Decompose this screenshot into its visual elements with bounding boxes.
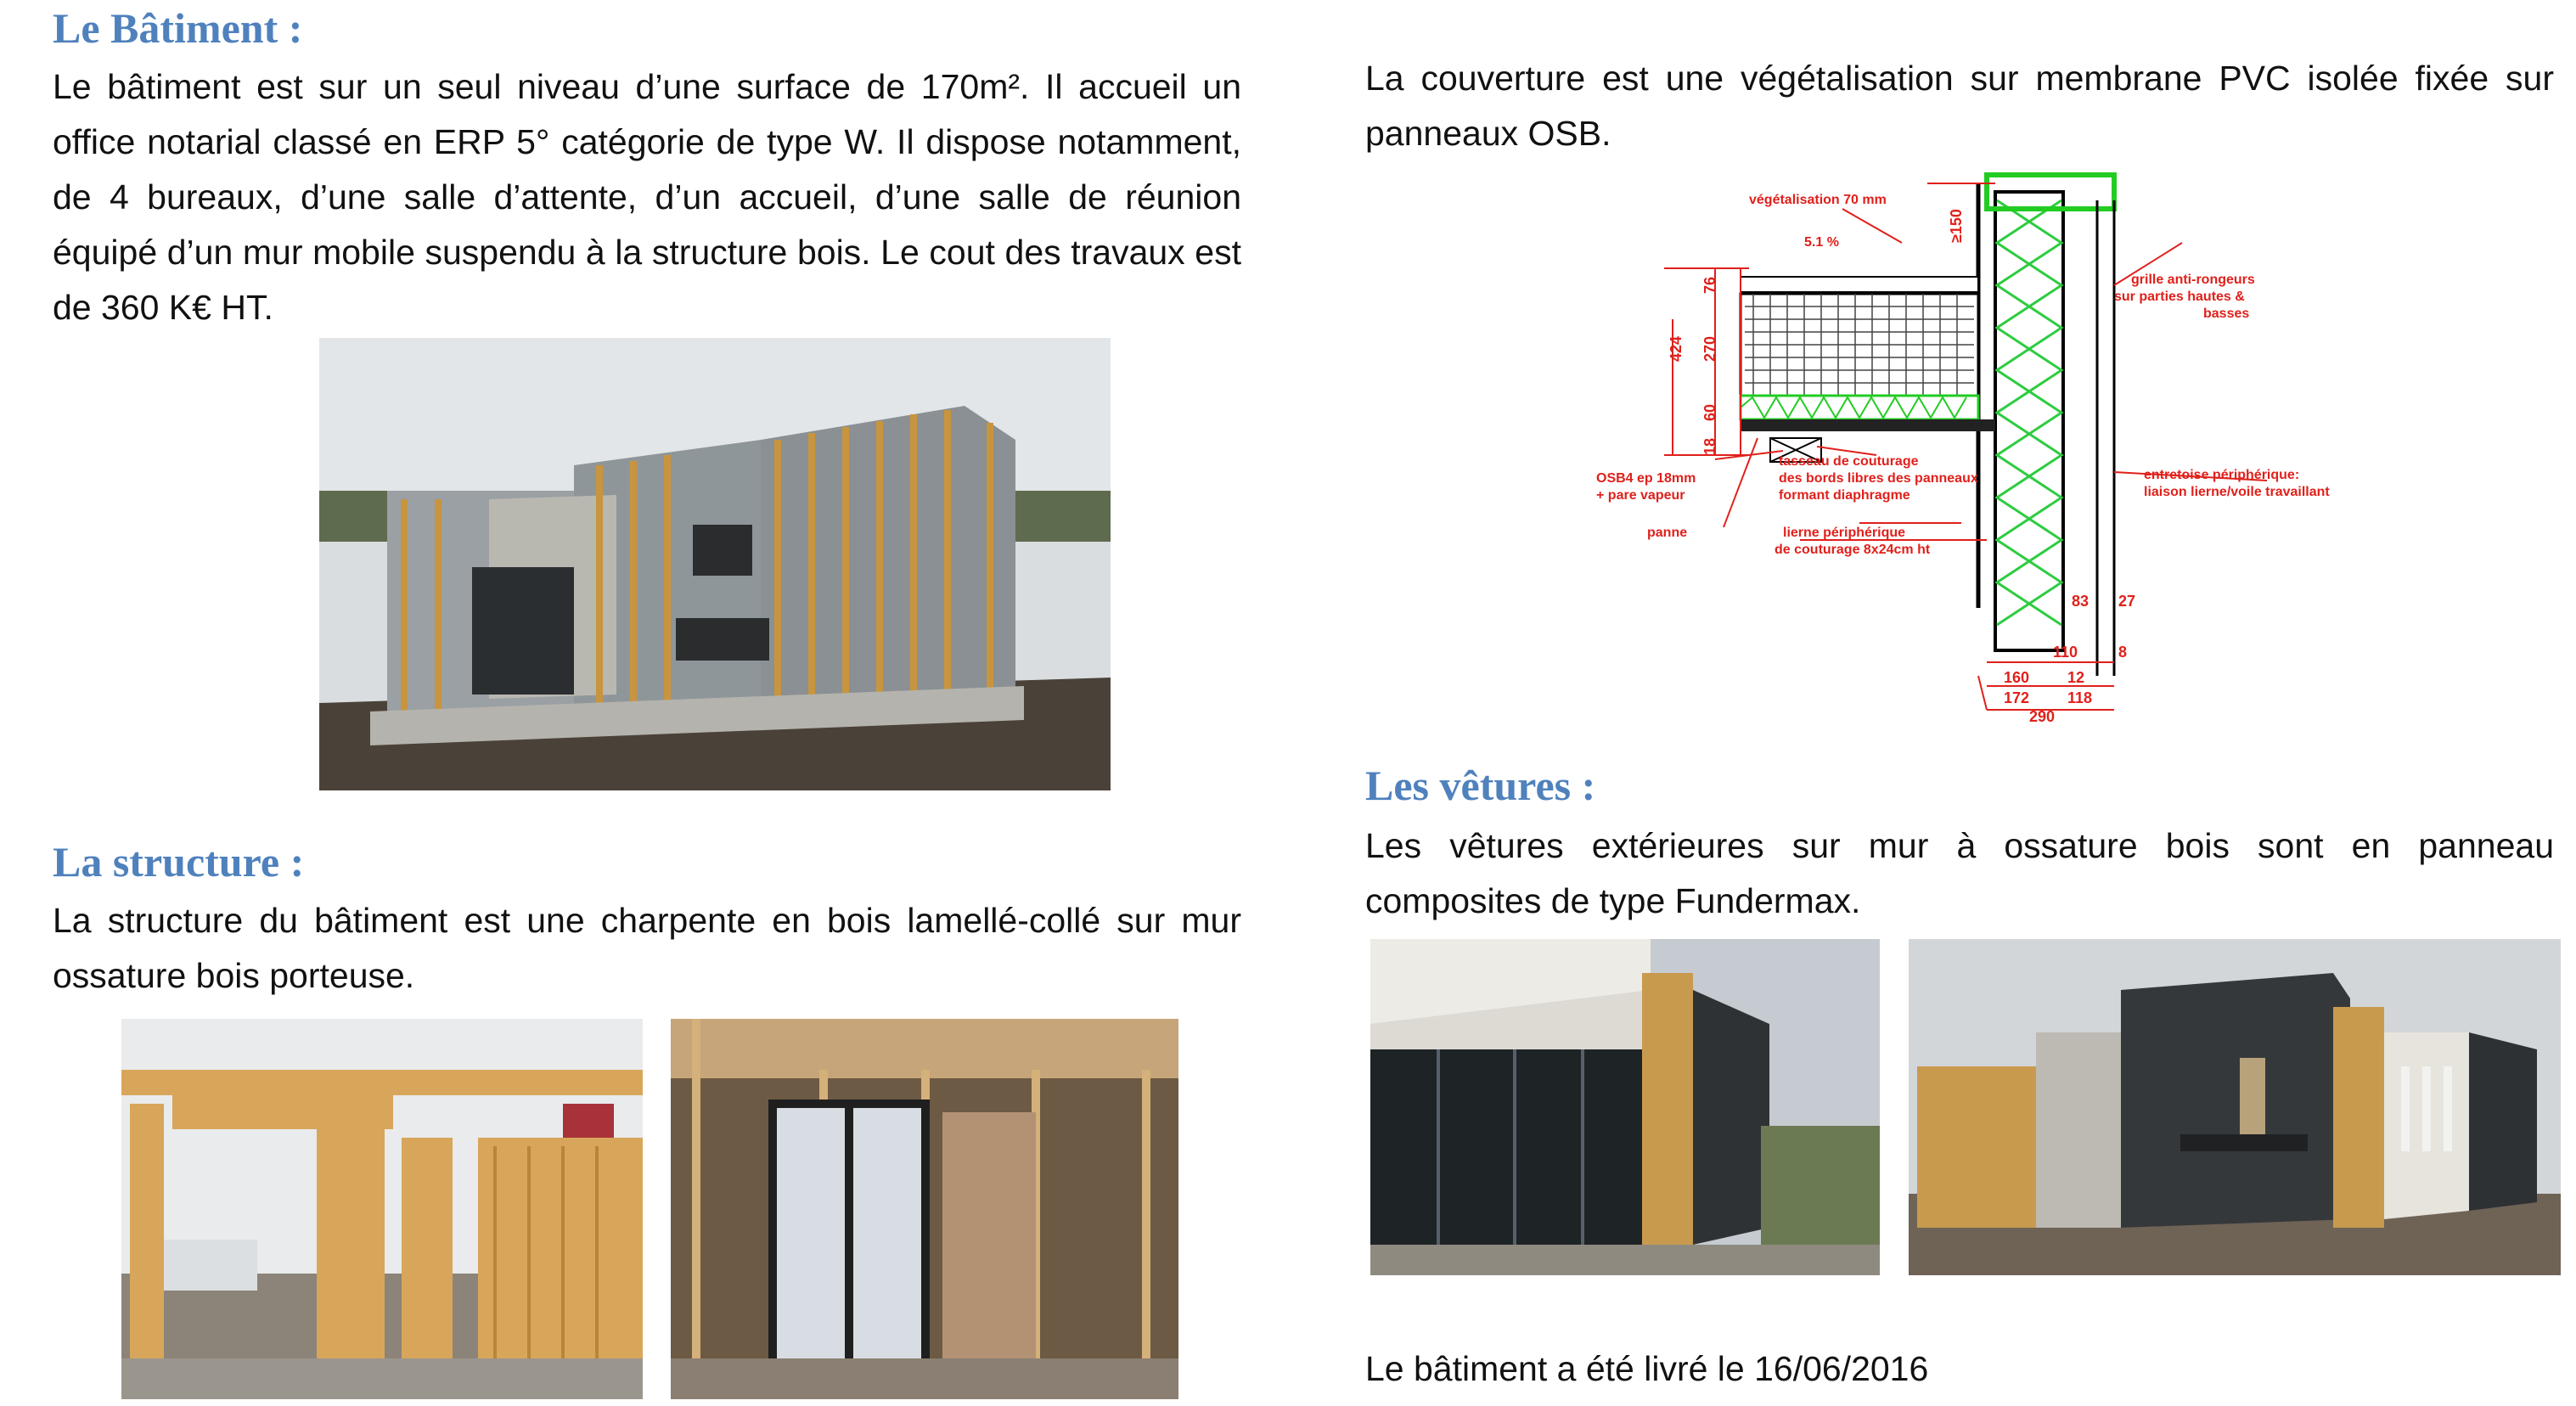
section-title-batiment: Le Bâtiment : bbox=[53, 4, 303, 52]
dim-27: 27 bbox=[2118, 593, 2136, 610]
dim-172: 172 bbox=[2004, 689, 2030, 706]
batiment-text: Le bâtiment est sur un seul niveau d’une surface de 170m². Il accueil un office notarial classé en ERP 5° catégorie de type W. Il dispose notamment, de 4 bureaux, d’une salle d’attente, d’un accueil, d’une salle de réunion équipé d’un mur mobile suspendu à la structure bois. Le cout des travaux est de 360 K€ HT. bbox=[53, 67, 1241, 327]
label-osb-2: + pare vapeur bbox=[1596, 488, 1685, 503]
label-grille-2: sur parties hautes & bbox=[2114, 290, 2245, 304]
label-osb: OSB4 ep 18mm bbox=[1596, 471, 1696, 486]
structure-text: La structure du bâtiment est une charpente en bois lamellé-collé sur mur ossature bois porteuse. bbox=[53, 901, 1241, 995]
label-grille-3: basses bbox=[2203, 307, 2250, 321]
dim-150: ≥150 bbox=[1948, 209, 1965, 243]
label-tasseau-2: des bords libres des panneaux bbox=[1779, 471, 1978, 486]
label-lierne: lierne périphérique bbox=[1783, 526, 1906, 540]
dim-290: 290 bbox=[2029, 708, 2056, 723]
dim-160: 160 bbox=[2004, 669, 2030, 686]
couverture-text: La couverture est une végétalisation sur membrane PVC isolée fixée sur panneaux OSB. bbox=[1365, 59, 2554, 153]
dim-12: 12 bbox=[2067, 669, 2085, 686]
building-under-construction-photo bbox=[319, 338, 1111, 790]
dim-18: 18 bbox=[1701, 437, 1718, 455]
label-slope: 5.1 % bbox=[1804, 235, 1839, 250]
dim-83: 83 bbox=[2072, 593, 2089, 610]
dim-110: 110 bbox=[2053, 644, 2078, 661]
dim-76: 76 bbox=[1701, 276, 1718, 294]
section-title-structure: La structure : bbox=[53, 838, 305, 886]
roof-detail-diagram bbox=[1588, 166, 2377, 723]
finished-facade-photo-1 bbox=[1370, 939, 1880, 1275]
dim-8: 8 bbox=[2118, 644, 2128, 661]
label-tasseau: tasseau de couturage bbox=[1779, 454, 1919, 469]
label-entretoise: entretoise périphérique: bbox=[2144, 468, 2300, 482]
label-vegetalisation: végétalisation 70 mm bbox=[1749, 193, 1887, 207]
delivery-date-text: Le bâtiment a été livré le 16/06/2016 bbox=[1365, 1349, 1929, 1388]
dim-118: 118 bbox=[2067, 689, 2093, 706]
finished-facade-photo-2 bbox=[1909, 939, 2561, 1275]
vetures-text: Les vêtures extérieures sur mur à ossature bois sont en panneau composites de type Fundermax. bbox=[1365, 826, 2554, 920]
dim-60: 60 bbox=[1701, 403, 1718, 421]
label-panne: panne bbox=[1647, 526, 1688, 540]
label-entretoise-2: liaison lierne/voile travaillant bbox=[2144, 485, 2330, 499]
label-grille: grille anti-rongeurs bbox=[2131, 273, 2255, 287]
section-title-vetures: Les vêtures : bbox=[1365, 762, 1596, 809]
label-lierne-2: de couturage 8x24cm ht bbox=[1775, 543, 1931, 557]
label-tasseau-3: formant diaphragme bbox=[1779, 488, 1910, 503]
dim-270: 270 bbox=[1701, 335, 1718, 362]
dim-424: 424 bbox=[1668, 335, 1685, 362]
interior-framing-photo bbox=[671, 1019, 1178, 1399]
timber-frame-photo bbox=[121, 1019, 643, 1399]
